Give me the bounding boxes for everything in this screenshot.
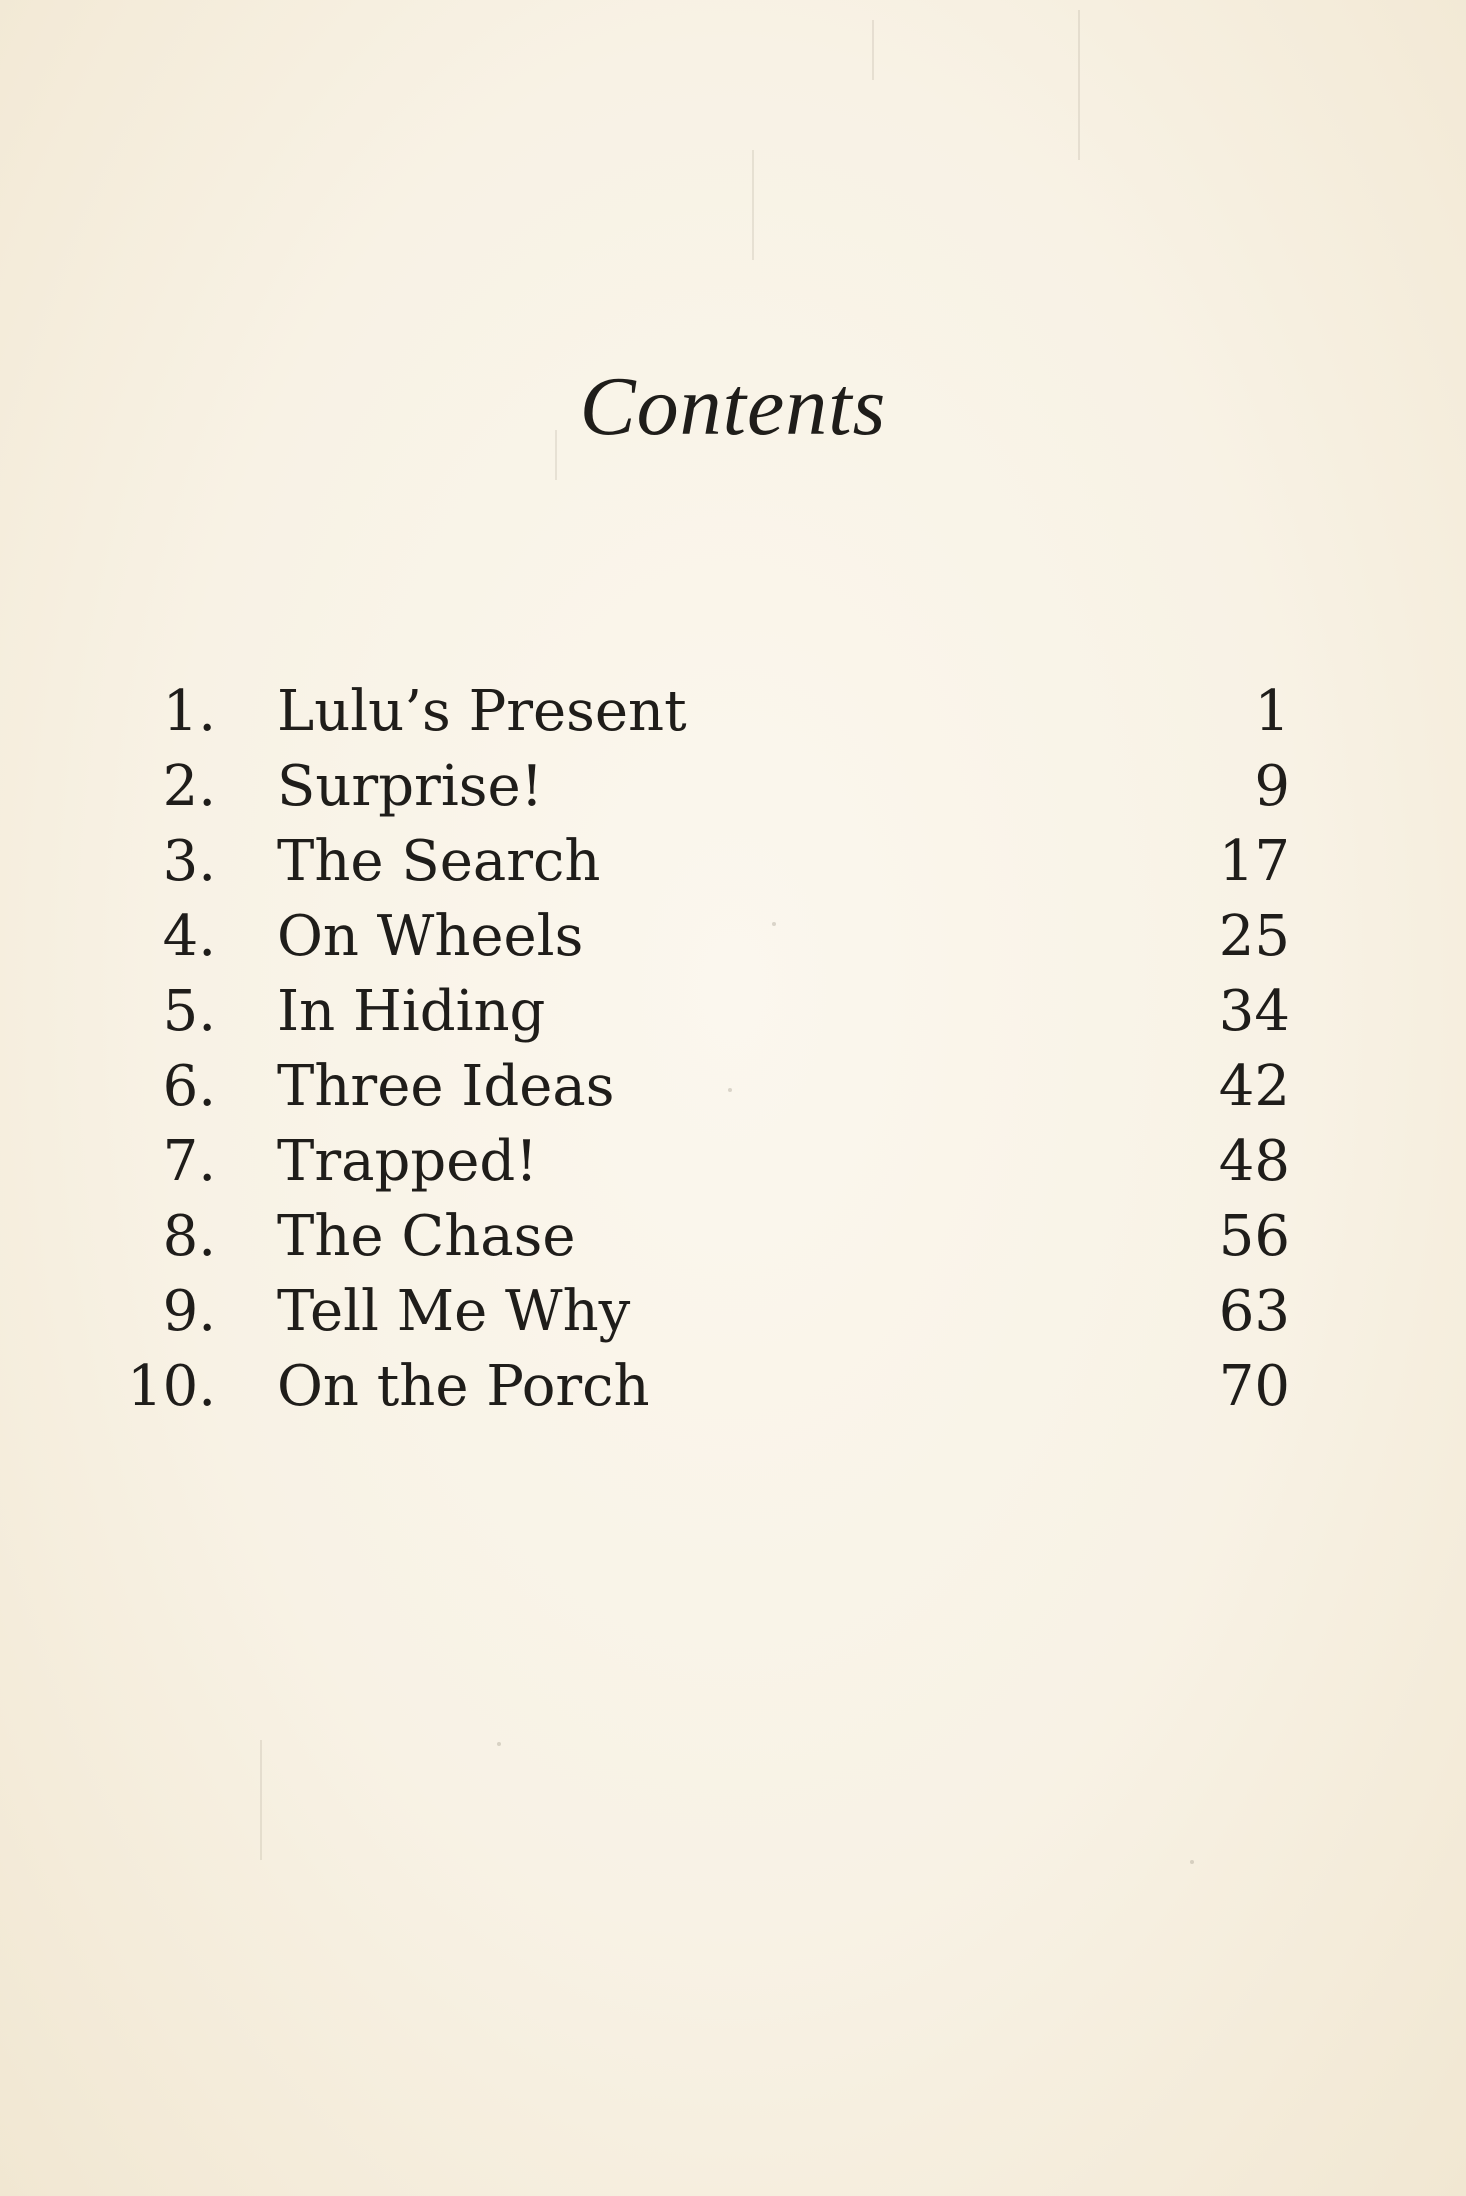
scan-streak (1078, 10, 1080, 160)
page-number: 48 (1218, 1129, 1290, 1194)
toc-entry (0, 899, 1466, 974)
page-number: 56 (1218, 1204, 1290, 1269)
toc-entry (0, 824, 1466, 899)
toc-entry (0, 974, 1466, 1049)
toc-entry (0, 1349, 1466, 1424)
chapter-number: 5. (162, 979, 216, 1044)
chapter-number: 1. (162, 679, 216, 744)
chapter-number: 9. (162, 1279, 216, 1344)
toc-entry (0, 674, 1466, 749)
chapter-title: The Chase (277, 1204, 576, 1269)
page-number: 17 (1218, 829, 1290, 894)
chapter-number: 7. (162, 1129, 216, 1194)
chapter-title: On Wheels (277, 904, 584, 969)
toc-entry (0, 1124, 1466, 1199)
page-number: 70 (1218, 1354, 1290, 1419)
chapter-title: On the Porch (277, 1354, 650, 1419)
toc-entry (0, 1049, 1466, 1124)
toc-entry (0, 1199, 1466, 1274)
chapter-number: 6. (162, 1054, 216, 1119)
paper-speck (497, 1742, 501, 1746)
page-title: Contents (579, 360, 887, 453)
chapter-title: The Search (277, 829, 601, 894)
page-number: 1 (1254, 679, 1290, 744)
chapter-number: 8. (162, 1204, 216, 1269)
toc-entry (0, 1274, 1466, 1349)
chapter-number: 10. (126, 1354, 216, 1419)
chapter-title: Trapped! (277, 1129, 538, 1194)
scan-streak (872, 20, 874, 80)
scan-streak (752, 150, 754, 260)
chapter-number: 2. (162, 754, 216, 819)
paper-speck (1190, 1860, 1194, 1864)
page-number: 9 (1254, 754, 1290, 819)
page-number: 25 (1218, 904, 1290, 969)
page-number: 34 (1218, 979, 1290, 1044)
toc-entry (0, 749, 1466, 824)
chapter-title: Tell Me Why (277, 1279, 631, 1344)
chapter-number: 3. (162, 829, 216, 894)
page-number: 42 (1218, 1054, 1290, 1119)
chapter-title: Surprise! (277, 754, 544, 819)
scan-streak (260, 1740, 262, 1860)
chapter-title: Three Ideas (277, 1054, 615, 1119)
chapter-title: In Hiding (277, 979, 546, 1044)
table-of-contents (0, 674, 1466, 1424)
chapter-title: Lulu’s Present (277, 679, 687, 744)
page-number: 63 (1218, 1279, 1290, 1344)
chapter-number: 4. (162, 904, 216, 969)
